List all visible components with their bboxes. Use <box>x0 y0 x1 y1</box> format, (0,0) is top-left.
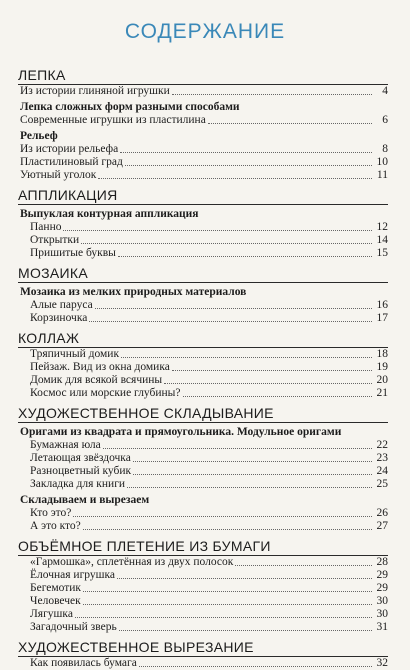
toc-entry-page: 4 <box>382 85 388 97</box>
subsection-heading: Оригами из квадрата и прямоугольника. Модульное оригами <box>20 426 342 438</box>
toc-entry-page: 21 <box>376 387 388 399</box>
toc-entry <box>18 452 388 465</box>
toc-entry-title: Открытки <box>30 234 80 246</box>
toc-entry-title: Кто это? <box>30 507 72 519</box>
toc-entry-page: 28 <box>376 556 388 568</box>
toc-entry-page: 27 <box>376 520 388 532</box>
dot-leader <box>133 474 372 475</box>
toc-entry-title: «Гармошка», сплетённая из двух полосок <box>30 556 234 568</box>
toc-entry-page: 12 <box>376 221 388 233</box>
toc-entry <box>18 582 388 595</box>
toc-entry <box>18 85 388 98</box>
subsection-heading: Рельеф <box>20 130 58 142</box>
section-heading: АППЛИКАЦИЯ <box>18 188 388 205</box>
section-heading: ОБЪЁМНОЕ ПЛЕТЕНИЕ ИЗ БУМАГИ <box>18 539 388 556</box>
toc-entry-page: 6 <box>382 114 388 126</box>
dot-leader <box>83 591 372 592</box>
section-heading: МОЗАИКА <box>18 266 388 283</box>
toc-entry-title: Загадочный зверь <box>30 621 117 633</box>
dot-leader <box>139 666 372 667</box>
subsection-heading: Лепка сложных форм разными способами <box>20 101 240 113</box>
toc-entry-page: 19 <box>376 361 388 373</box>
toc-entry-page: 31 <box>376 621 388 633</box>
toc-entry-title: Бумажная юла <box>30 439 101 451</box>
dot-leader <box>120 152 372 153</box>
toc-entry-title: Как появилась бумага <box>30 657 137 669</box>
dot-leader <box>172 94 372 95</box>
toc-entry-page: 29 <box>376 582 388 594</box>
toc-entry-page: 26 <box>376 507 388 519</box>
subsection-heading: Складываем и вырезаем <box>20 494 150 506</box>
dot-leader <box>118 256 372 257</box>
toc-entry <box>18 247 388 260</box>
toc-entry-title: А это кто? <box>30 520 81 532</box>
toc-entry-title: Корзиночка <box>30 312 88 324</box>
dot-leader <box>63 230 372 231</box>
dot-leader <box>95 308 372 309</box>
toc-entry-page: 24 <box>376 465 388 477</box>
section-heading: ХУДОЖЕСТВЕННОЕ СКЛАДЫВАНИЕ <box>18 406 388 423</box>
toc-entry <box>18 465 388 478</box>
toc-entry-page: 30 <box>376 608 388 620</box>
toc-entry-title: Бегемотик <box>30 582 82 594</box>
dot-leader <box>235 565 372 566</box>
dot-leader <box>125 165 372 166</box>
toc-entry <box>18 114 388 127</box>
toc-entry-page: 10 <box>376 156 388 168</box>
toc-entry-title: Алые паруса <box>30 299 93 311</box>
toc-entry-title: Тряпичный домик <box>30 348 120 360</box>
toc-entry <box>18 374 388 387</box>
dot-leader <box>73 516 372 517</box>
toc-entry-title: Панно <box>30 221 62 233</box>
toc-entry <box>18 299 388 312</box>
toc-entry <box>18 478 388 491</box>
toc-entry-page: 15 <box>376 247 388 259</box>
dot-leader <box>119 630 372 631</box>
toc-entry-page: 20 <box>376 374 388 386</box>
toc-entry-page: 25 <box>376 478 388 490</box>
toc-entry-page: 16 <box>376 299 388 311</box>
toc-entry-title: Лягушка <box>30 608 73 620</box>
dot-leader <box>183 396 372 397</box>
subsection-heading: Выпуклая контурная аппликация <box>20 208 199 220</box>
toc-entry-page: 30 <box>376 595 388 607</box>
toc-entry-title: Современные игрушки из пластилина <box>20 114 206 126</box>
dot-leader <box>83 529 372 530</box>
toc-entry <box>18 143 388 156</box>
dot-leader <box>83 604 372 605</box>
toc-entry <box>18 156 388 169</box>
section-heading: ЛЕПКА <box>18 68 388 85</box>
dot-leader <box>103 448 372 449</box>
toc-entry-title: Уютный уголок <box>20 169 97 181</box>
toc-entry-title: Из истории глиняной игрушки <box>20 85 170 97</box>
toc-entry <box>18 507 388 520</box>
dot-leader <box>81 243 372 244</box>
subsection-heading: Мозаика из мелких природных материалов <box>20 286 247 298</box>
toc-entry-title: Пейзаж. Вид из окна домика <box>30 361 170 373</box>
toc-entry <box>18 556 388 569</box>
toc-entry-page: 14 <box>376 234 388 246</box>
toc-entry-title: Космос или морские глубины? <box>30 387 181 399</box>
section-heading: КОЛЛАЖ <box>18 331 388 348</box>
dot-leader <box>121 357 372 358</box>
toc-entry <box>18 348 388 361</box>
toc-entry-page: 8 <box>382 143 388 155</box>
table-of-contents <box>18 68 388 670</box>
toc-entry <box>18 387 388 400</box>
toc-entry-title: Закладка для книги <box>30 478 126 490</box>
toc-entry <box>18 221 388 234</box>
toc-entry-title: Разноцветный кубик <box>30 465 132 477</box>
dot-leader <box>117 578 372 579</box>
dot-leader <box>98 178 372 179</box>
dot-leader <box>127 487 372 488</box>
toc-entry-title: Летающая звёздочка <box>30 452 131 464</box>
dot-leader <box>164 383 372 384</box>
toc-entry-title: Пришитые буквы <box>30 247 116 259</box>
dot-leader <box>133 461 372 462</box>
toc-entry-title: Из истории рельефа <box>20 143 119 155</box>
toc-entry <box>18 520 388 533</box>
dot-leader <box>172 370 372 371</box>
toc-entry-page: 29 <box>376 569 388 581</box>
toc-entry-page: 22 <box>376 439 388 451</box>
toc-entry-title: Человечек <box>30 595 81 607</box>
toc-entry-title: Ёлочная игрушка <box>30 569 116 581</box>
toc-entry <box>18 657 388 670</box>
toc-entry <box>18 169 388 182</box>
toc-entry <box>18 439 388 452</box>
dot-leader <box>208 123 372 124</box>
page-title: СОДЕРЖАНИЕ <box>124 20 286 43</box>
toc-entry-page: 23 <box>376 452 388 464</box>
section-heading: ХУДОЖЕСТВЕННОЕ ВЫРЕЗАНИЕ <box>18 640 388 657</box>
toc-entry-page: 32 <box>376 657 388 669</box>
toc-entry-page: 18 <box>376 348 388 360</box>
toc-entry <box>18 608 388 621</box>
toc-entry <box>18 595 388 608</box>
toc-entry-title: Домик для всякой всячины <box>30 374 163 386</box>
toc-entry-page: 17 <box>376 312 388 324</box>
toc-entry <box>18 312 388 325</box>
toc-entry <box>18 569 388 582</box>
toc-entry-title: Пластилиновый град <box>20 156 123 168</box>
toc-entry <box>18 361 388 374</box>
toc-entry <box>18 234 388 247</box>
toc-entry-page: 11 <box>376 169 388 181</box>
dot-leader <box>75 617 372 618</box>
dot-leader <box>89 321 372 322</box>
